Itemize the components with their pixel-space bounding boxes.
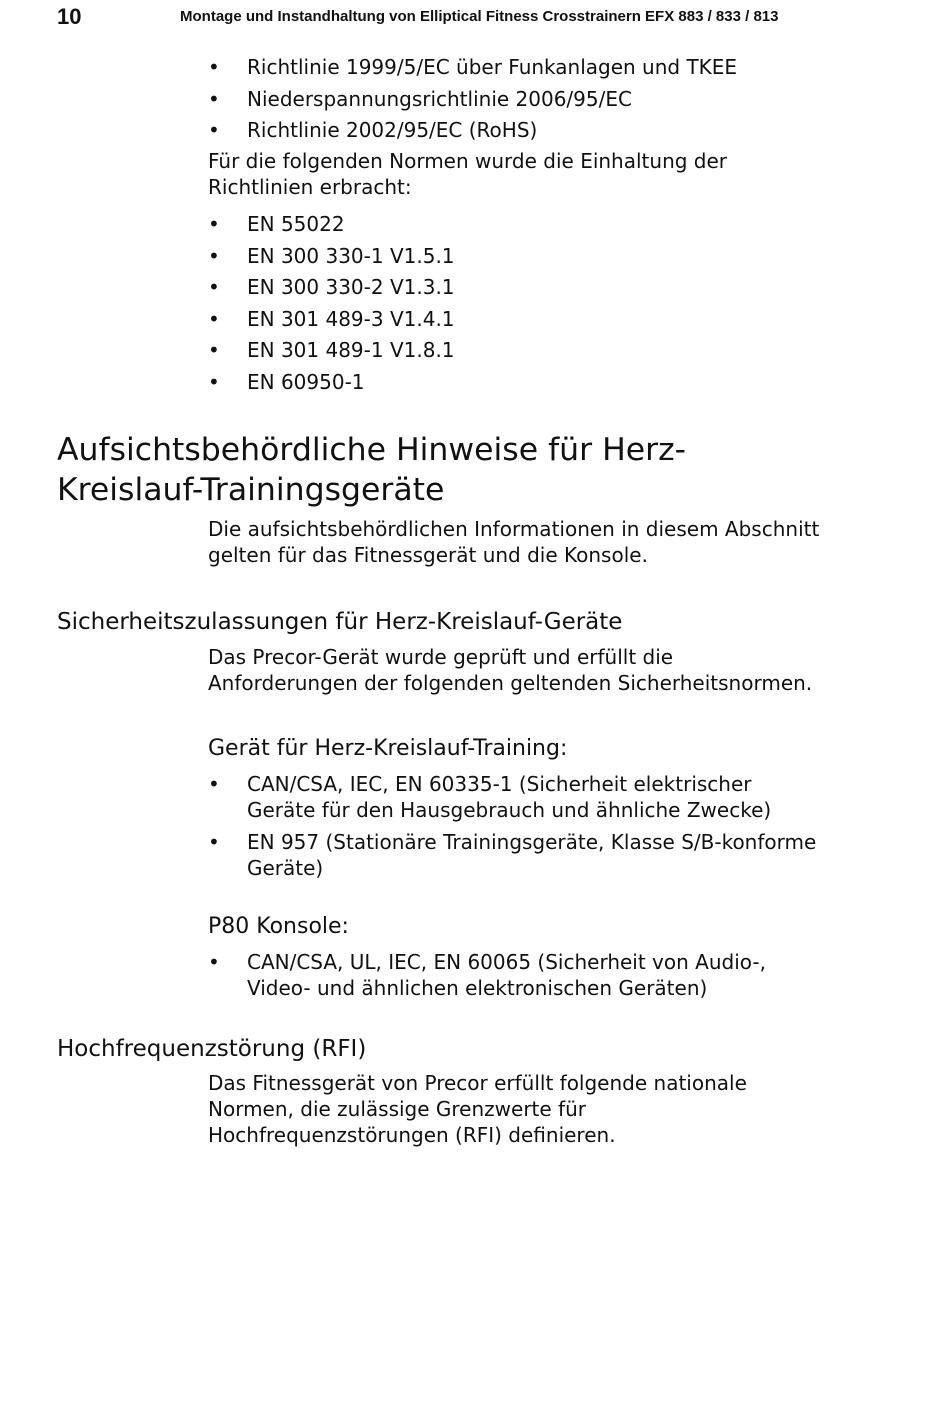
bullet-icon: • [208,55,220,79]
list-item-text: EN 957 (Stationäre Trainingsgeräte, Klasse S/B-konforme [247,829,817,854]
list-item-text: Geräte) [247,855,324,880]
bullet-icon: • [208,829,220,854]
list-item-text: Richtlinie 2002/95/EC (RoHS) [247,118,538,142]
list-item [208,771,816,823]
bullet-icon: • [208,118,220,142]
text-line: Die aufsichtsbehördlichen Informationen in diesem Abschnitt [208,517,820,541]
title-line: Aufsichtsbehördliche Hinweise für Herz- [57,432,687,468]
list-item [208,949,766,1001]
bullet-icon: • [208,275,220,299]
console-list [208,949,766,1001]
list-item-text: EN 300 330-2 V1.3.1 [247,275,455,299]
list-item [208,274,455,300]
section-title-rfi: Hochfrequenzstörung (RFI) [57,1036,367,1062]
section-title-regulatory [57,430,817,510]
regulatory-body [208,516,848,568]
bullet-icon: • [208,212,220,236]
list-item [208,306,455,332]
text-line: Das Fitnessgerät von Precor erfüllt folgende nationale [208,1071,747,1095]
section-title-safety: Sicherheitszulassungen für Herz-Kreislauf-Geräte [57,609,623,635]
standards-list [208,211,455,395]
list-item [208,86,737,112]
rfi-body [208,1070,848,1148]
text-line: Anforderungen der folgenden geltenden Sicherheitsnormen. [208,671,813,695]
list-item-text: EN 300 330-1 V1.5.1 [247,243,455,268]
page-number: 10 [57,4,82,29]
list-item-text: Richtlinie 1999/5/EC über Funkanlagen und TKEE [247,55,738,79]
bullet-icon: • [208,772,220,796]
text-line: Normen, die zulässige Grenzwerte für [208,1097,586,1121]
list-item-text: EN 55022 [247,212,345,236]
text-line: gelten für das Fitnessgerät und die Konsole. [208,543,648,567]
equipment-list [208,771,816,881]
list-item [208,369,455,395]
safety-body [208,644,848,696]
list-item-text: EN 301 489-1 V1.8.1 [247,338,455,362]
text-line: Hochfrequenzstörungen (RFI) definieren. [208,1123,616,1147]
list-item-text: EN 301 489-3 V1.4.1 [247,306,455,331]
list-item [208,54,737,80]
list-item-text: EN 60950-1 [247,369,365,394]
standards-intro [208,148,848,200]
list-item [208,211,455,237]
bullet-icon: • [208,338,220,362]
list-item-text: Niederspannungsrichtlinie 2006/95/EC [247,86,632,111]
list-item-text: Geräte für den Hausgebrauch und ähnliche Zwecke) [247,798,772,822]
running-header: Montage und Instandhaltung von Elliptical Fitness Crosstrainern EFX 883 / 833 / 813 [180,8,779,25]
equipment-heading: Gerät für Herz-Kreislauf-Training: [208,736,568,761]
bullet-icon: • [208,369,220,394]
text-line: Für die folgenden Normen wurde die Einhaltung der [208,149,728,173]
list-item-text: CAN/CSA, UL, IEC, EN 60065 (Sicherheit von Audio-, [247,950,766,974]
directives-list [208,54,737,143]
bullet-icon: • [208,950,220,974]
bullet-icon: • [208,243,220,268]
text-line: Das Precor-Gerät wurde geprüft und erfüllt die [208,645,674,669]
list-item-text: CAN/CSA, IEC, EN 60335-1 (Sicherheit elektrischer [247,772,752,796]
list-item [208,829,816,881]
list-item-text: Video- und ähnlichen elektronischen Geräten) [247,976,708,1000]
bullet-icon: • [208,306,220,331]
list-item [208,117,737,143]
bullet-icon: • [208,86,220,111]
title-line: Kreislauf-Trainingsgeräte [57,472,445,508]
text-line: Richtlinien erbracht: [208,175,412,199]
console-heading: P80 Konsole: [208,914,349,939]
list-item [208,337,455,363]
list-item [208,243,455,269]
